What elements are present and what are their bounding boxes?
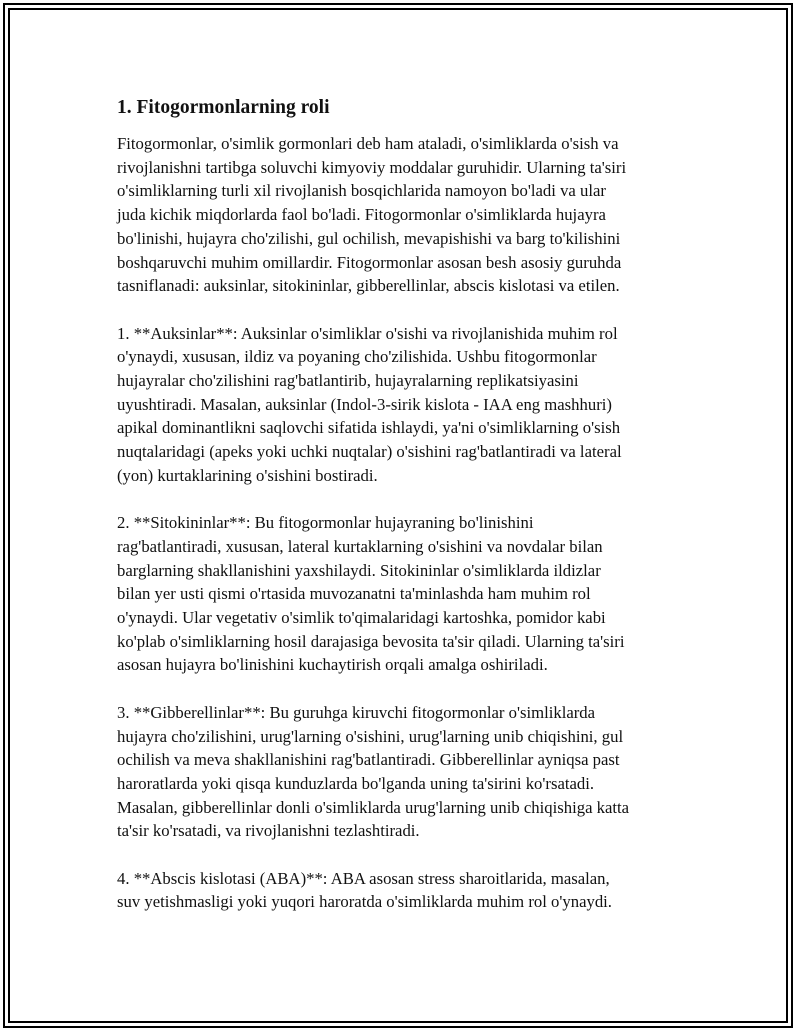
paragraph-abscis-kislotasi xyxy=(117,867,697,914)
text-line: barglarning shakllanishini yaxshilaydi. Sitokininlar o'simliklarda ildizlar xyxy=(117,560,601,580)
paragraph-gibberellinlar xyxy=(117,701,697,843)
text-line: haroratlarda yoki qisqa kunduzlarda bo'lganda uning ta'sirini ko'rsatadi. xyxy=(117,773,595,793)
text-line: 3. **Gibberellinlar**: Bu guruhga kiruvchi fitogormonlar o'simliklarda xyxy=(117,702,596,722)
paragraph-auksinlar xyxy=(117,322,697,488)
text-line: apikal dominantlikni saqlovchi sifatida ishlaydi, ya'ni o'simliklarning o'sish xyxy=(117,418,621,438)
text-line: 4. **Abscis kislotasi (ABA)**: ABA asosan stress sharoitlarida, masalan, xyxy=(117,868,610,888)
text-line: 2. **Sitokininlar**: Bu fitogormonlar hujayraning bo'linishini xyxy=(117,513,534,533)
text-line: uyushtiradi. Masalan, auksinlar (Indol-3-sirik kislota - IAA eng mashhuri) xyxy=(117,394,612,414)
text-line: ochilish va meva shakllanishini rag'batlantiradi. Gibberellinlar ayniqsa past xyxy=(117,750,620,770)
text-line: juda kichik miqdorlarda faol bo'ladi. Fitogormonlar o'simliklarda hujayra xyxy=(117,205,606,225)
text-line: ko'plab o'simliklarning hosil darajasiga bevosita ta'sir qiladi. Ularning ta'siri xyxy=(117,631,625,651)
text-line: nuqtalaridagi (apeks yoki uchki nuqtalar) o'sishini rag'batlantiradi va lateral xyxy=(117,442,622,462)
text-line: bilan yer usti qismi o'rtasida muvozanatni ta'minlashda ham muhim rol xyxy=(117,584,591,604)
text-line: rivojlanishni tartibga soluvchi kimyoviy moddalar guruhidir. Ularning ta'siri xyxy=(117,157,627,177)
paragraph-sitokininlar xyxy=(117,511,697,677)
text-line: suv yetishmasligi yoki yuqori haroratda o'simliklarda muhim rol o'ynaydi. xyxy=(117,892,612,912)
text-line: Masalan, gibberellinlar donli o'simliklarda urug'larning unib chiqishiga katta xyxy=(117,797,630,817)
text-line: hujayra cho'zilishini, urug'larning o'sishini, urug'larning unib chiqishini, gul xyxy=(117,726,624,746)
text-line: boshqaruvchi muhim omillardir. Fitogormonlar asosan besh asosiy guruhda xyxy=(117,252,622,272)
text-line: rag'batlantiradi, xususan, lateral kurtaklarning o'sishini va novdalar bilan xyxy=(117,536,603,556)
text-line: o'simliklarning turli xil rivojlanish bosqichlarida namoyon bo'ladi va ular xyxy=(117,181,606,201)
text-line: hujayralar cho'zilishini rag'batlantirib, hujayralarning replikatsiyasini xyxy=(117,371,579,391)
text-line: o'ynaydi, xususan, ildiz va poyaning cho'zilishida. Ushbu fitogormonlar xyxy=(117,347,597,367)
text-line: bo'linishi, hujayra cho'zilishi, gul ochilish, mevapishishi va barg to'kilishini xyxy=(117,228,621,248)
text-line: ta'sir ko'rsatadi, va rivojlanishni tezlashtiradi. xyxy=(117,821,420,841)
paragraph-intro xyxy=(117,132,697,298)
text-line: Fitogormonlar, o'simlik gormonlari deb ham ataladi, o'simliklarda o'sish va xyxy=(117,134,619,153)
text-line: 1. **Auksinlar**: Auksinlar o'simliklar o'sishi va rivojlanishida muhim rol xyxy=(117,323,618,343)
text-line: o'ynaydi. Ular vegetativ o'simlik to'qimalaridagi kartoshka, pomidor kabi xyxy=(117,608,606,628)
text-line: tasniflanadi: auksinlar, sitokininlar, gibberellinlar, abscis kislotasi va etilen. xyxy=(117,276,620,296)
document-body xyxy=(117,96,697,938)
section-heading: 1. Fitogormonlarning roli xyxy=(117,97,330,118)
text-line: (yon) kurtaklarining o'sishini bostiradi. xyxy=(117,465,378,485)
text-line: asosan hujayra bo'linishini kuchaytirish orqali amalga oshiriladi. xyxy=(117,655,548,675)
